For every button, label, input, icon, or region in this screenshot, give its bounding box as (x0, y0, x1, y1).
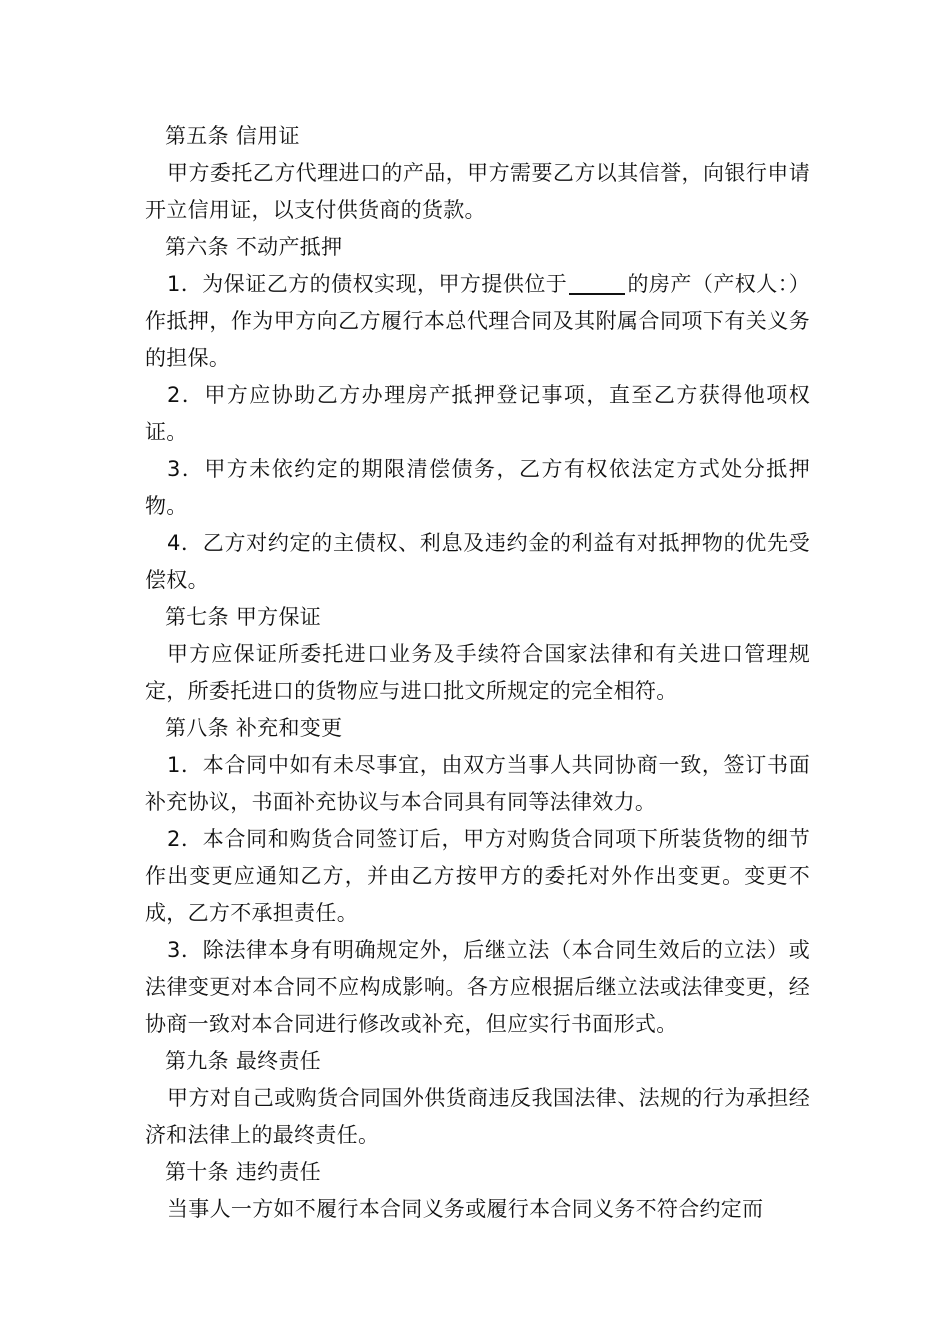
section-6-item-4: 4．乙方对约定的主债权、利息及违约金的利益有对抵押物的优先受偿权。 (145, 531, 810, 592)
section-6-item-2: 2．甲方应协助乙方办理房产抵押登记事项，直至乙方获得他项权证。 (145, 383, 810, 444)
item-1-text-before: 1．为保证乙方的债权实现，甲方提供位于 (167, 272, 568, 296)
document-body (145, 118, 810, 1228)
section-10-paragraph: 当事人一方如不履行本合同义务或履行本合同义务不符合约定而 (167, 1197, 764, 1221)
section-8-item-3: 3．除法律本身有明确规定外，后继立法（本合同生效后的立法）或法律变更对本合同不应构成影响。各方应根据后继立法或法律变更，经协商一致对本合同进行修改或补充，但应实行书面形式。 (145, 938, 810, 1036)
section-heading-5: 第五条 信用证 (165, 124, 300, 148)
section-8-item-1: 1．本合同中如有未尽事宜，由双方当事人共同协商一致，签订书面补充协议，书面补充协议与本合同具有同等法律效力。 (145, 753, 810, 814)
section-8-item-2: 2．本合同和购货合同签订后，甲方对购货合同项下所装货物的细节作出变更应通知乙方，并由乙方按甲方的委托对外作出变更。变更不成，乙方不承担责任。 (145, 827, 810, 925)
section-7-paragraph: 甲方应保证所委托进口业务及手续符合国家法律和有关进口管理规定，所委托进口的货物应与进口批文所规定的完全相符。 (145, 642, 810, 703)
section-heading-10: 第十条 违约责任 (165, 1160, 322, 1184)
address-blank-field (569, 271, 625, 295)
section-heading-6: 第六条 不动产抵押 (165, 235, 343, 259)
section-heading-9: 第九条 最终责任 (165, 1049, 322, 1073)
section-6-item-3: 3．甲方未依约定的期限清偿债务，乙方有权依法定方式处分抵押物。 (145, 457, 810, 518)
section-heading-7: 第七条 甲方保证 (165, 605, 322, 629)
section-6-item-1 (145, 266, 810, 377)
section-5-paragraph: 甲方委托乙方代理进口的产品，甲方需要乙方以其信誉，向银行申请开立信用证，以支付供货商的货款。 (145, 161, 810, 222)
section-9-paragraph: 甲方对自己或购货合同国外供货商违反我国法律、法规的行为承担经济和法律上的最终责任。 (145, 1086, 810, 1147)
section-heading-8: 第八条 补充和变更 (165, 716, 343, 740)
item-1-text-after: 的房产（产权人：）作抵押，作为甲方向乙方履行本总代理合同及其附属合同项下有关义务的担保。 (145, 272, 811, 370)
